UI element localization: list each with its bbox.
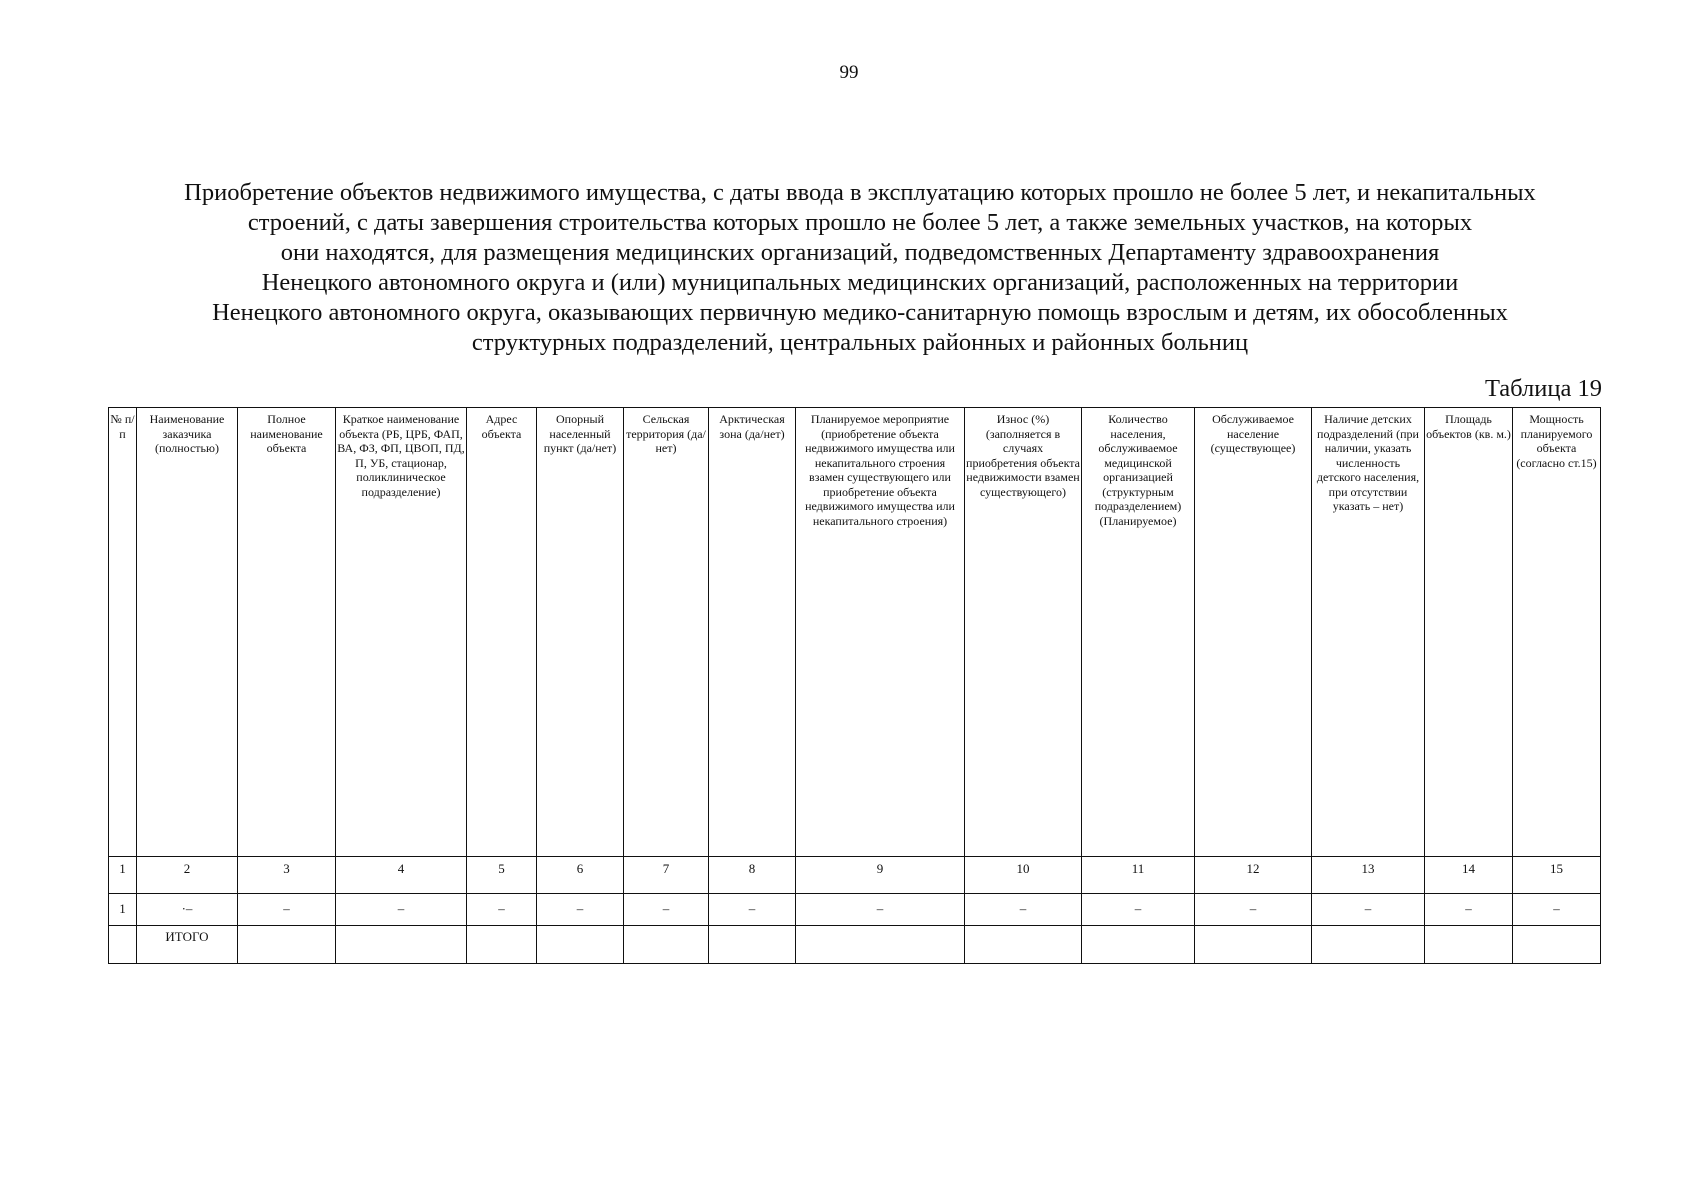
total-cell bbox=[238, 926, 336, 964]
total-cell bbox=[1082, 926, 1195, 964]
title-line: они находятся, для размещения медицинских организаций, подведомственных Департаменту здравоохранения bbox=[280, 239, 1440, 266]
title-line: строений, с даты завершения строительства которых прошло не более 5 лет, а также земельных участков, на которых bbox=[247, 209, 1473, 236]
column-number-cell: 4 bbox=[336, 857, 467, 894]
data-cell: – bbox=[965, 894, 1082, 926]
column-number-cell: 14 bbox=[1425, 857, 1513, 894]
data-cell: – bbox=[1425, 894, 1513, 926]
column-number-cell: 12 bbox=[1195, 857, 1312, 894]
header-cell: Арктическая зона (да/нет) bbox=[709, 408, 796, 857]
data-cell: – bbox=[537, 894, 624, 926]
header-cell: Сельская территория (да/нет) bbox=[624, 408, 709, 857]
title-line: Ненецкого автономного округа и (или) муниципальных медицинских организаций, расположенных на территории bbox=[261, 269, 1459, 296]
data-cell: – bbox=[467, 894, 537, 926]
page-number: 99 bbox=[839, 62, 859, 83]
data-cell: – bbox=[709, 894, 796, 926]
document-title bbox=[110, 178, 1610, 358]
data-cell: – bbox=[1513, 894, 1601, 926]
data-cell: – bbox=[796, 894, 965, 926]
total-cell bbox=[1425, 926, 1513, 964]
total-cell bbox=[1513, 926, 1601, 964]
data-cell: – bbox=[1082, 894, 1195, 926]
total-cell bbox=[796, 926, 965, 964]
header-cell: Наличие детских подразделений (при наличии, указать численность детского населения, при отсутствии указать – нет) bbox=[1312, 408, 1425, 857]
column-number-cell: 8 bbox=[709, 857, 796, 894]
header-cell: Адрес объекта bbox=[467, 408, 537, 857]
column-number-cell: 13 bbox=[1312, 857, 1425, 894]
header-cell: Мощность планируемого объекта (согласно ст.15) bbox=[1513, 408, 1601, 857]
header-cell: Краткое наименование объекта (РБ, ЦРБ, ФАП, ВА, ФЗ, ФП, ЦВОП, ПД, П, УБ, стационар, поликлиническое подразделение) bbox=[336, 408, 467, 857]
data-cell: – bbox=[1312, 894, 1425, 926]
column-number-cell: 6 bbox=[537, 857, 624, 894]
column-number-cell: 5 bbox=[467, 857, 537, 894]
total-cell bbox=[1195, 926, 1312, 964]
column-number-cell: 3 bbox=[238, 857, 336, 894]
header-cell: Обслуживаемое население (существующее) bbox=[1195, 408, 1312, 857]
data-table bbox=[108, 407, 1601, 964]
data-cell: ·– bbox=[137, 894, 238, 926]
total-cell bbox=[624, 926, 709, 964]
data-cell: – bbox=[1195, 894, 1312, 926]
table-caption: Таблица 19 bbox=[1484, 375, 1602, 402]
data-cell: 1 bbox=[109, 894, 137, 926]
column-number-cell: 15 bbox=[1513, 857, 1601, 894]
header-cell: Планируемое мероприятие (приобретение объекта недвижимого имущества или некапитального строения взамен существующего или приобретение объекта недвижимого имущества или некапитального строения) bbox=[796, 408, 965, 857]
data-cell: – bbox=[238, 894, 336, 926]
title-line: Приобретение объектов недвижимого имущества, с даты ввода в эксплуатацию которых прошло не более 5 лет, и некапитальных bbox=[184, 179, 1536, 206]
header-cell: Площадь объектов (кв. м.) bbox=[1425, 408, 1513, 857]
header-cell: Наименование заказчика (полностью) bbox=[137, 408, 238, 857]
column-number-row bbox=[109, 857, 1601, 894]
data-cell: – bbox=[336, 894, 467, 926]
total-cell bbox=[109, 926, 137, 964]
header-cell: Количество населения, обслуживаемое медицинской организацией (структурным подразделением) (Планируемое) bbox=[1082, 408, 1195, 857]
column-number-cell: 7 bbox=[624, 857, 709, 894]
header-cell: № п/п bbox=[109, 408, 137, 857]
header-cell: Износ (%) (заполняется в случаях приобретения объекта недвижимости взамен существующего) bbox=[965, 408, 1082, 857]
total-row bbox=[109, 926, 1601, 964]
total-cell bbox=[537, 926, 624, 964]
title-line: структурных подразделений, центральных районных и районных больниц bbox=[471, 329, 1249, 356]
total-cell bbox=[709, 926, 796, 964]
column-number-cell: 10 bbox=[965, 857, 1082, 894]
total-label: ИТОГО bbox=[137, 926, 238, 964]
column-number-cell: 2 bbox=[137, 857, 238, 894]
table-row bbox=[109, 894, 1601, 926]
title-line: Ненецкого автономного округа, оказывающих первичную медико-санитарную помощь взрослым и детям, их обособленных bbox=[212, 299, 1508, 326]
total-cell bbox=[336, 926, 467, 964]
table-header-row bbox=[109, 408, 1601, 857]
data-cell: – bbox=[624, 894, 709, 926]
column-number-cell: 1 bbox=[109, 857, 137, 894]
header-cell: Полное наименование объекта bbox=[238, 408, 336, 857]
header-cell: Опорный населенный пункт (да/нет) bbox=[537, 408, 624, 857]
total-cell bbox=[1312, 926, 1425, 964]
total-cell bbox=[965, 926, 1082, 964]
column-number-cell: 9 bbox=[796, 857, 965, 894]
column-number-cell: 11 bbox=[1082, 857, 1195, 894]
total-cell bbox=[467, 926, 537, 964]
